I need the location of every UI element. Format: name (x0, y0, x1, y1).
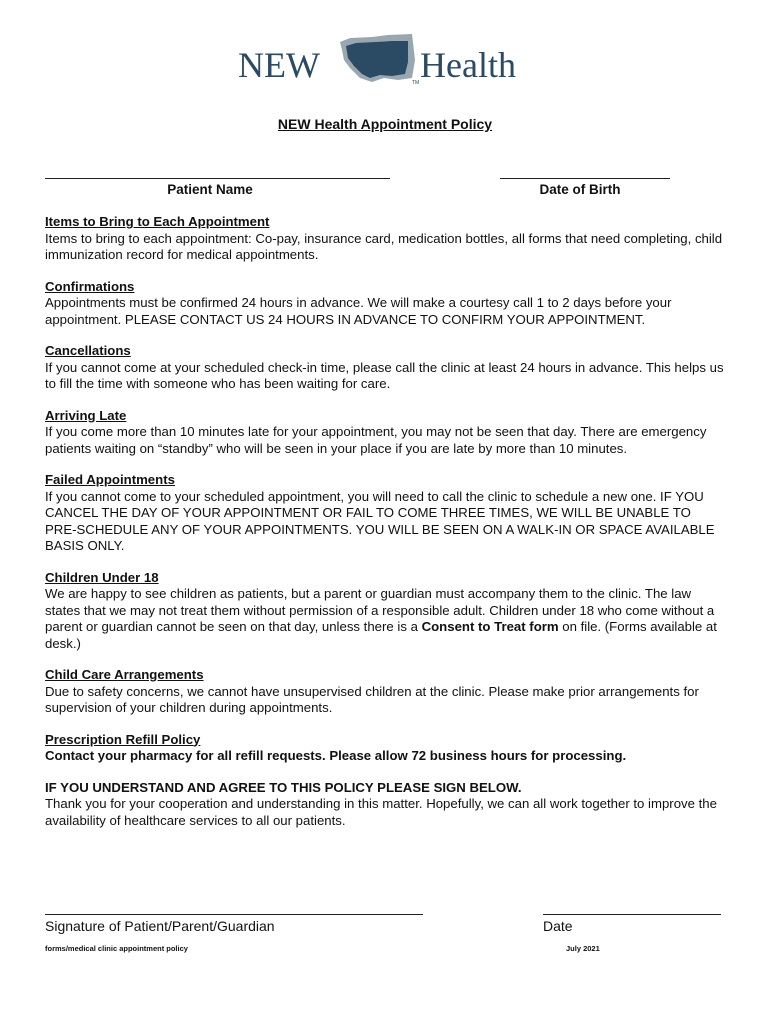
section-heading: Prescription Refill Policy (45, 731, 201, 747)
logo-graphic (222, 20, 550, 102)
dob-line[interactable] (500, 178, 670, 179)
dob-label: Date of Birth (539, 182, 621, 197)
patient-name-label: Patient Name (167, 182, 253, 197)
footer-date: July 2021 (566, 944, 600, 953)
new-health-logo (222, 20, 550, 102)
section-agreement (45, 780, 725, 830)
section-heading: Arriving Late (45, 407, 127, 423)
policy-content (45, 214, 725, 844)
signature-label: Signature of Patient/Parent/Guardian (45, 918, 275, 934)
logo-new-text: NEW (238, 45, 320, 85)
section-heading: Cancellations (45, 343, 131, 358)
section-heading: Children Under 18 (45, 569, 159, 585)
footer-form-ref: forms/medical clinic appointment policy (45, 944, 188, 953)
section-body: If you come more than 10 minutes late for your appointment, you may not be seen that day. There are emergency patients waiting on “standby” who will be seen in your place if you are late by more than 10 minutes. (45, 424, 707, 456)
agreement-body: Thank you for your cooperation and understanding in this matter. Hopefully, we can all work together to improve the availability of healthcare services to all our patients. (45, 796, 717, 828)
page-title: NEW Health Appointment Policy (277, 116, 493, 132)
section-body: Due to safety concerns, we cannot have unsupervised children at the clinic. Please make prior arrangements for supervision of your children during appointments. (45, 683, 699, 715)
consent-to-treat-text: Consent to Treat form (421, 619, 559, 634)
section-body: If you cannot come at your scheduled check-in time, please call the clinic at least 24 hours in advance. This helps us to fill the time with someone who has been waiting for care. (45, 359, 724, 391)
section-heading: Items to Bring to Each Appointment (45, 214, 270, 229)
section-body: If you cannot come to your scheduled appointment, you will need to call the clinic to schedule a new one. IF YOU CANCEL THE DAY OF YOUR APPOINTMENT OR FAIL TO COME THREE TIMES, WE WILL BE UNABLE TO PRE-SCHEDULE ANY OF YOUR APPOINTMENTS. YOU WILL BE SEEN ON A WALK-IN OR SPACE AVAILABLE BASIS ONLY. (45, 488, 715, 553)
logo-trademark: TM (412, 80, 420, 86)
section-heading: Confirmations (45, 278, 135, 294)
section-heading: Child Care Arrangements (45, 667, 204, 682)
section-confirmations (45, 279, 725, 329)
logo-health-text: Health (420, 45, 516, 85)
section-body (45, 586, 725, 652)
agreement-heading: IF YOU UNDERSTAND AND AGREE TO THIS POLICY PLEASE SIGN BELOW. (45, 779, 522, 795)
section-prescription-refill (45, 732, 725, 765)
signature-date-line[interactable] (543, 914, 721, 915)
section-child-care (45, 667, 725, 717)
section-body: Contact your pharmacy for all refill requests. Please allow 72 business hours for processing. (45, 748, 627, 763)
signature-date-label: Date (543, 918, 573, 934)
section-children-under-18 (45, 570, 725, 653)
section-items-to-bring (45, 214, 725, 264)
section-body-text: on file. (Forms available at desk.) (45, 619, 717, 651)
section-body: Appointments must be confirmed 24 hours in advance. We will make a courtesy call 1 to 2 days before your appointment. PLEASE CONTACT US 24 HOURS IN ADVANCE TO CONFIRM YOUR APPOINTMENT. (45, 295, 672, 327)
section-cancellations (45, 343, 725, 393)
section-failed-appointments (45, 472, 725, 555)
patient-name-line[interactable] (45, 178, 390, 179)
section-arriving-late (45, 408, 725, 458)
section-heading: Failed Appointments (45, 472, 175, 487)
signature-line[interactable] (45, 914, 423, 915)
section-body: Items to bring to each appointment: Co-pay, insurance card, medication bottles, all forms that need completing, child immunization record for medical appointments. (45, 230, 723, 262)
section-body-text: We are happy to see children as patients, but a parent or guardian must accompany them to the clinic. The law states that we may not treat them without permission of a responsible adult. Children under 18 who come without a parent or guardian cannot be seen on that day, unless there is a (45, 586, 715, 634)
